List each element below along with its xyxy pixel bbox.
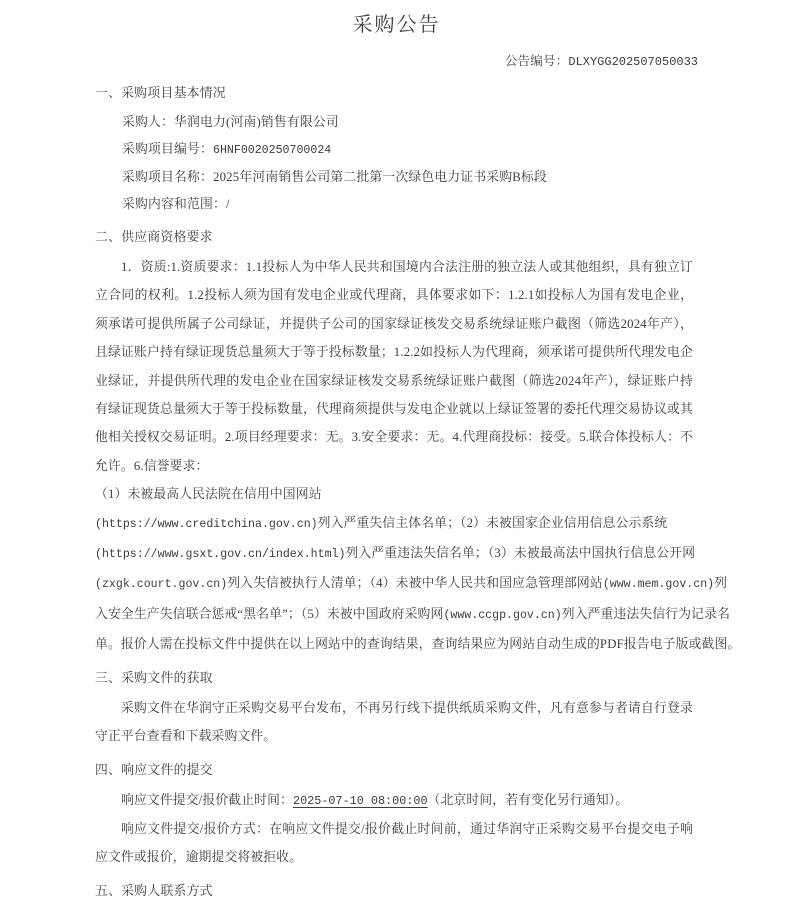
credit-url-creditchina: (https://www.creditchina.gov.cn) (95, 517, 318, 531)
submission-method-paragraph: 响应文件提交/报价方式：在响应文件提交/报价截止时间前，通过华润守正采购交易平台提交电子响应文件或报价，逾期提交将被拒收。 (95, 821, 693, 865)
credit-url-gsxt: (https://www.gsxt.gov.cn/index.html) (95, 548, 346, 562)
credit-line-2 (95, 509, 693, 539)
credit-url-zxgk: (zxgk.court.gov.cn) (95, 578, 228, 592)
submission-deadline-suffix: （北京时间，若有变化另行通知）。 (427, 792, 629, 807)
credit-line-3 (95, 539, 696, 569)
credit-line-5 (95, 600, 731, 630)
credit-line-1 (95, 480, 693, 508)
field-purchaser (95, 109, 693, 136)
field-project-name (95, 164, 693, 191)
credit-line-3-text: 列入严重违法失信名单；（3）未被最高法中国执行信息公开网 (345, 546, 696, 561)
credit-requirements-block (95, 480, 741, 658)
section-heading-3: 三、采购文件的获取 (95, 670, 213, 685)
credit-line-4 (95, 569, 728, 599)
section-heading-2: 二、供应商资格要求 (95, 230, 213, 244)
announcement-number-value: DLXYGG202507050033 (568, 55, 698, 69)
announcement-number-label: 公告编号： (504, 54, 569, 68)
documents-acquisition-paragraph: 采购文件在华润守正采购交易平台发布，不再另行线下提供纸质采购文件，凡有意参与者请自行登录守正平台查看和下载采购文件。 (95, 700, 693, 744)
section-heading-4: 四、响应文件的提交 (95, 762, 213, 777)
credit-line-6 (95, 630, 741, 658)
field-project-name-label: 采购项目名称： (122, 170, 213, 184)
submission-deadline-value: 2025-07-10 08:00:00 (293, 793, 428, 808)
credit-line-4-text-b: 列 (714, 576, 728, 591)
field-project-number-value: 6HNF0020250700024 (212, 144, 332, 157)
credit-line-5-text-a: 入安全生产失信联合惩戒“黑名单”；（5）未被中国政府采购网 (95, 606, 444, 621)
credit-line-4-text-a: 列入失信被执行人清单；（4）未被中华人民共和国应急管理部网站 (227, 576, 603, 591)
submission-deadline-label: 响应文件提交/报价截止时间： (121, 792, 294, 807)
credit-line-5-text-b: 列入严重违法失信行为记录名 (561, 606, 731, 621)
announcement-number-line (0, 39, 793, 69)
field-purchaser-label: 采购人： (122, 115, 174, 129)
section-heading-1: 一、采购项目基本情况 (95, 86, 226, 100)
field-scope-label: 采购内容和范围： (122, 197, 226, 211)
qualification-requirements-text: 1．资质:1.资质要求：1.1投标人为中华人民共和国境内合法注册的独立法人或其他组织，具有独立订立合同的权利。1.2投标人须为国有发电企业或代理商，具体要求如下：1.2.1如投标人为国有发电企业，须承诺可提供所属子公司绿证，并提供子公司的国家绿证核发交易系统绿证账户截图（筛选2024年产），且绿证账户持有绿证现货总量须大于等于投标数量；1.2.2如投标人为代理商，须承诺可提供所代理发电企业绿证，并提供所代理的发电企业在国家绿证核发交易系统绿证账户截图（筛选2024年产），绿证账户持有绿证现货总量须大于等于投标数量，代理商须提供与发电企业就以上绿证签署的委托代理交易协议或其他相关授权交易证明。2.项目经理要求：无。3.安全要求：无。4.代理商投标：接受。5.联合体投标人：不允许。6.信誉要求： (95, 260, 693, 473)
field-project-name-value: 2025年河南销售公司第二批第一次绿色电力证书采购B标段 (212, 170, 548, 184)
field-project-number (95, 136, 693, 164)
field-scope-value: / (225, 197, 230, 211)
field-scope (95, 191, 693, 218)
submission-deadline-line (95, 786, 693, 815)
credit-url-ccgp: (www.ccgp.gov.cn) (443, 608, 562, 622)
page-title: 采购公告 (352, 14, 441, 36)
credit-url-mem: (www.mem.gov.cn) (602, 578, 715, 592)
section-heading-5: 五、采购人联系方式 (95, 883, 213, 898)
credit-line-1-text: （1）未被最高人民法院在信用中国网站 (95, 487, 322, 502)
credit-line-6-text: 单。报价人需在投标文件中提供在以上网站中的查询结果，查询结果应为网站自动生成的PDF报告电子版或截图。 (95, 637, 741, 652)
credit-line-2-text: 列入严重失信主体名单；（2）未被国家企业信用信息公示系统 (317, 515, 668, 530)
field-project-number-label: 采购项目编号： (122, 142, 213, 156)
document-body (0, 69, 793, 905)
field-purchaser-value: 华润电力(河南)销售有限公司 (174, 115, 339, 129)
